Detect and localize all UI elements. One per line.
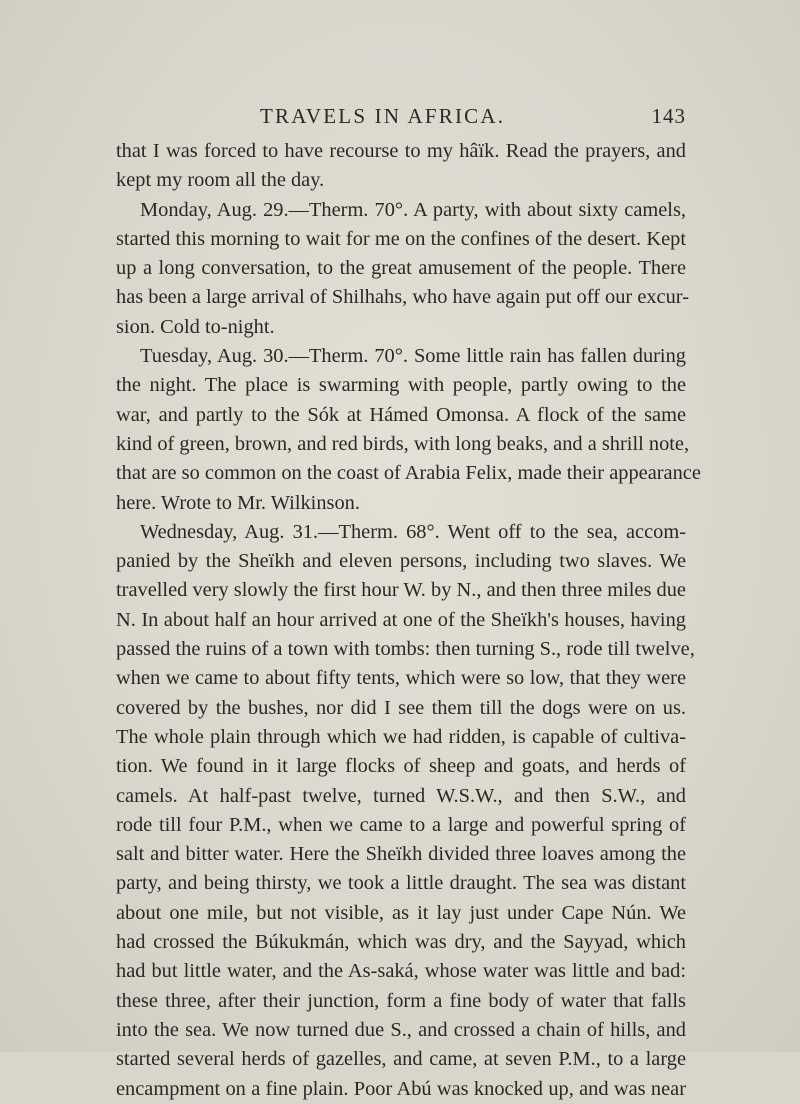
text-line: started several herds of gazelles, and came, at seven P.M., to a large — [116, 1048, 686, 1071]
text-line: when we came to about fifty tents, which were so low, that they were — [116, 667, 686, 690]
text-line: travelled very slowly the first hour W. by N., and then three miles due — [116, 579, 686, 602]
text-line: covered by the bushes, nor did I see them till the dogs were on us. — [116, 696, 686, 719]
text-line: Wednesday, Aug. 31.—Therm. 68°. Went off to the sea, accom- — [140, 520, 686, 543]
text-line: The whole plain through which we had ridden, is capable of cultiva- — [116, 725, 686, 748]
text-line: started this morning to wait for me on the confines of the desert. Kept — [116, 227, 686, 250]
text-line: salt and bitter water. Here the Sheïkh divided three loaves among the — [116, 843, 686, 866]
body-text — [116, 137, 701, 1104]
text-line: N. In about half an hour arrived at one of the Sheïkh's houses, having — [116, 608, 686, 631]
running-title: TRAVELS IN AFRICA. — [260, 104, 506, 128]
text-line: into the sea. We now turned due S., and crossed a chain of hills, and — [116, 1018, 686, 1041]
text-line: passed the ruins of a town with tombs: then turning S., rode till twelve, — [116, 638, 695, 661]
text-line: kept my room all the day. — [116, 169, 325, 192]
text-line: camels. At half-past twelve, turned W.S.W., and then S.W., and — [116, 784, 686, 807]
text-line: had crossed the Búkukmán, which was dry, and the Sayyad, which — [116, 931, 686, 954]
text-line: up a long conversation, to the great amusement of the people. There — [116, 257, 686, 280]
text-line: war, and partly to the Sók at Hámed Omonsa. A flock of the same — [116, 403, 686, 426]
text-line: tion. We found in it large flocks of sheep and goats, and herds of — [116, 755, 686, 778]
text-line: panied by the Sheïkh and eleven persons, including two slaves. We — [116, 550, 686, 573]
text-line: kind of green, brown, and red birds, with long beaks, and a shrill note, — [116, 432, 690, 455]
text-line: Monday, Aug. 29.—Therm. 70°. A party, with about sixty camels, — [140, 198, 686, 221]
text-line: that are so common on the coast of Arabia Felix, made their appearance — [116, 462, 701, 485]
running-head — [116, 104, 686, 132]
page-number: 143 — [651, 104, 686, 128]
text-line: has been a large arrival of Shilhahs, who have again put off our excur- — [116, 286, 689, 309]
text-line: Tuesday, Aug. 30.—Therm. 70°. Some little rain has fallen during — [140, 345, 686, 368]
text-line: about one mile, but not visible, as it lay just under Cape Nún. We — [116, 901, 686, 924]
text-line: here. Wrote to Mr. Wilkinson. — [116, 491, 360, 514]
text-line: encampment on a fine plain. Poor Abú was knocked up, and was near — [116, 1077, 686, 1100]
text-line: sion. Cold to-night. — [116, 315, 275, 338]
text-line: had but little water, and the As-saká, whose water was little and bad: — [116, 960, 686, 983]
text-line: that I was forced to have recourse to my hâïk. Read the prayers, and — [116, 140, 686, 162]
text-line: rode till four P.M., when we came to a large and powerful spring of — [116, 813, 686, 836]
text-line: the night. The place is swarming with people, partly owing to the — [116, 374, 686, 397]
text-line: these three, after their junction, form a fine body of water that falls — [116, 989, 686, 1012]
text-line: party, and being thirsty, we took a little draught. The sea was distant — [116, 872, 686, 895]
